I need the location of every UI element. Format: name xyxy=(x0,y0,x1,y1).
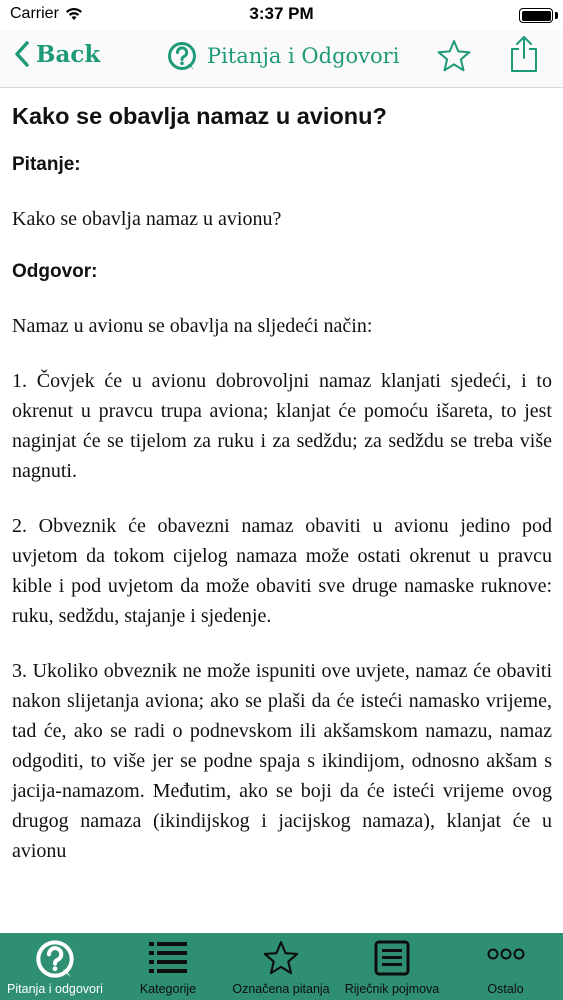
list-icon xyxy=(147,939,189,975)
answer-paragraph: 3. Ukoliko obveznik ne može ispuniti ove uvjete, namaz će obaviti nakon slijetanja aviona; ako se plaši da će isteći namasko vrijeme, tad će, ako se radi o podnevskom ili akšamskom namazu, namaz odgoditi, to više jer se podne spaja s ikindijom, odnosno akšam s jacija-namazom. Međutim, ako se boji da će isteći vrijeme ovog drugog namaza (ikindijskog i jacijskog namaza), klanjat će u avionu xyxy=(12,660,552,862)
answer-paragraph: Namaz u avionu se obavlja na sljedeći način: xyxy=(12,315,373,337)
carrier-label: Carrier xyxy=(10,5,59,22)
tab-label: Pitanja i odgovori xyxy=(7,982,103,996)
answer-label: Odgovor: xyxy=(12,261,98,282)
tab-oznacena-pitanja[interactable] xyxy=(226,933,336,1000)
status-bar xyxy=(0,0,563,30)
battery-icon xyxy=(519,8,553,23)
question-logo-icon xyxy=(35,939,75,979)
tab-bar xyxy=(0,933,563,1000)
star-outline-icon xyxy=(261,939,301,977)
status-time: 3:37 PM xyxy=(249,4,314,23)
share-icon[interactable] xyxy=(506,34,542,74)
question-label: Pitanje: xyxy=(12,154,81,175)
article-content xyxy=(12,100,552,891)
dictionary-icon xyxy=(373,939,411,977)
back-label: Back xyxy=(36,40,101,68)
tab-label: Riječnik pojmova xyxy=(344,982,440,996)
more-dots-icon xyxy=(485,939,527,969)
page-title: Pitanja i Odgovori xyxy=(207,44,400,68)
article-title: Kako se obavlja namaz u avionu? xyxy=(12,103,387,129)
tab-label: Označena pitanja xyxy=(232,982,330,996)
star-outline-icon[interactable] xyxy=(436,38,472,74)
back-button[interactable] xyxy=(14,40,100,68)
chevron-left-icon xyxy=(14,40,30,68)
tab-ostalo[interactable] xyxy=(448,933,563,1000)
tab-label: Ostalo xyxy=(487,982,524,996)
navigation-bar xyxy=(0,30,563,88)
question-logo-icon xyxy=(167,41,197,71)
question-text: Kako se obavlja namaz u avionu? xyxy=(12,208,282,230)
answer-paragraph: 1. Čovjek će u avionu dobrovoljni namaz klanjati sjedeći, i to okrenut u pravcu trupa aviona; klanjat će pomoću išareta, to jest naginjat će se tijelom za ruku i za sedždu; za sedždu se treba više nagnuti. xyxy=(12,370,552,482)
tab-rijecnik-pojmova[interactable] xyxy=(336,933,448,1000)
answer-paragraph: 2. Obveznik će obavezni namaz obaviti u avionu jedino pod uvjetom da tokom cijelog namaza može ostati okrenut u pravcu kible i pod uvjetom da može obaviti sve druge namaske ruknove: ruku, sedždu, stajanje i sjedenje. xyxy=(12,515,552,627)
battery-fill xyxy=(522,11,551,21)
nav-title-group xyxy=(167,41,399,71)
battery-tip xyxy=(555,12,558,19)
tab-label: Kategorije xyxy=(139,982,197,996)
tab-kategorije[interactable] xyxy=(110,933,226,1000)
tab-pitanja-i-odgovori[interactable] xyxy=(0,933,110,1000)
